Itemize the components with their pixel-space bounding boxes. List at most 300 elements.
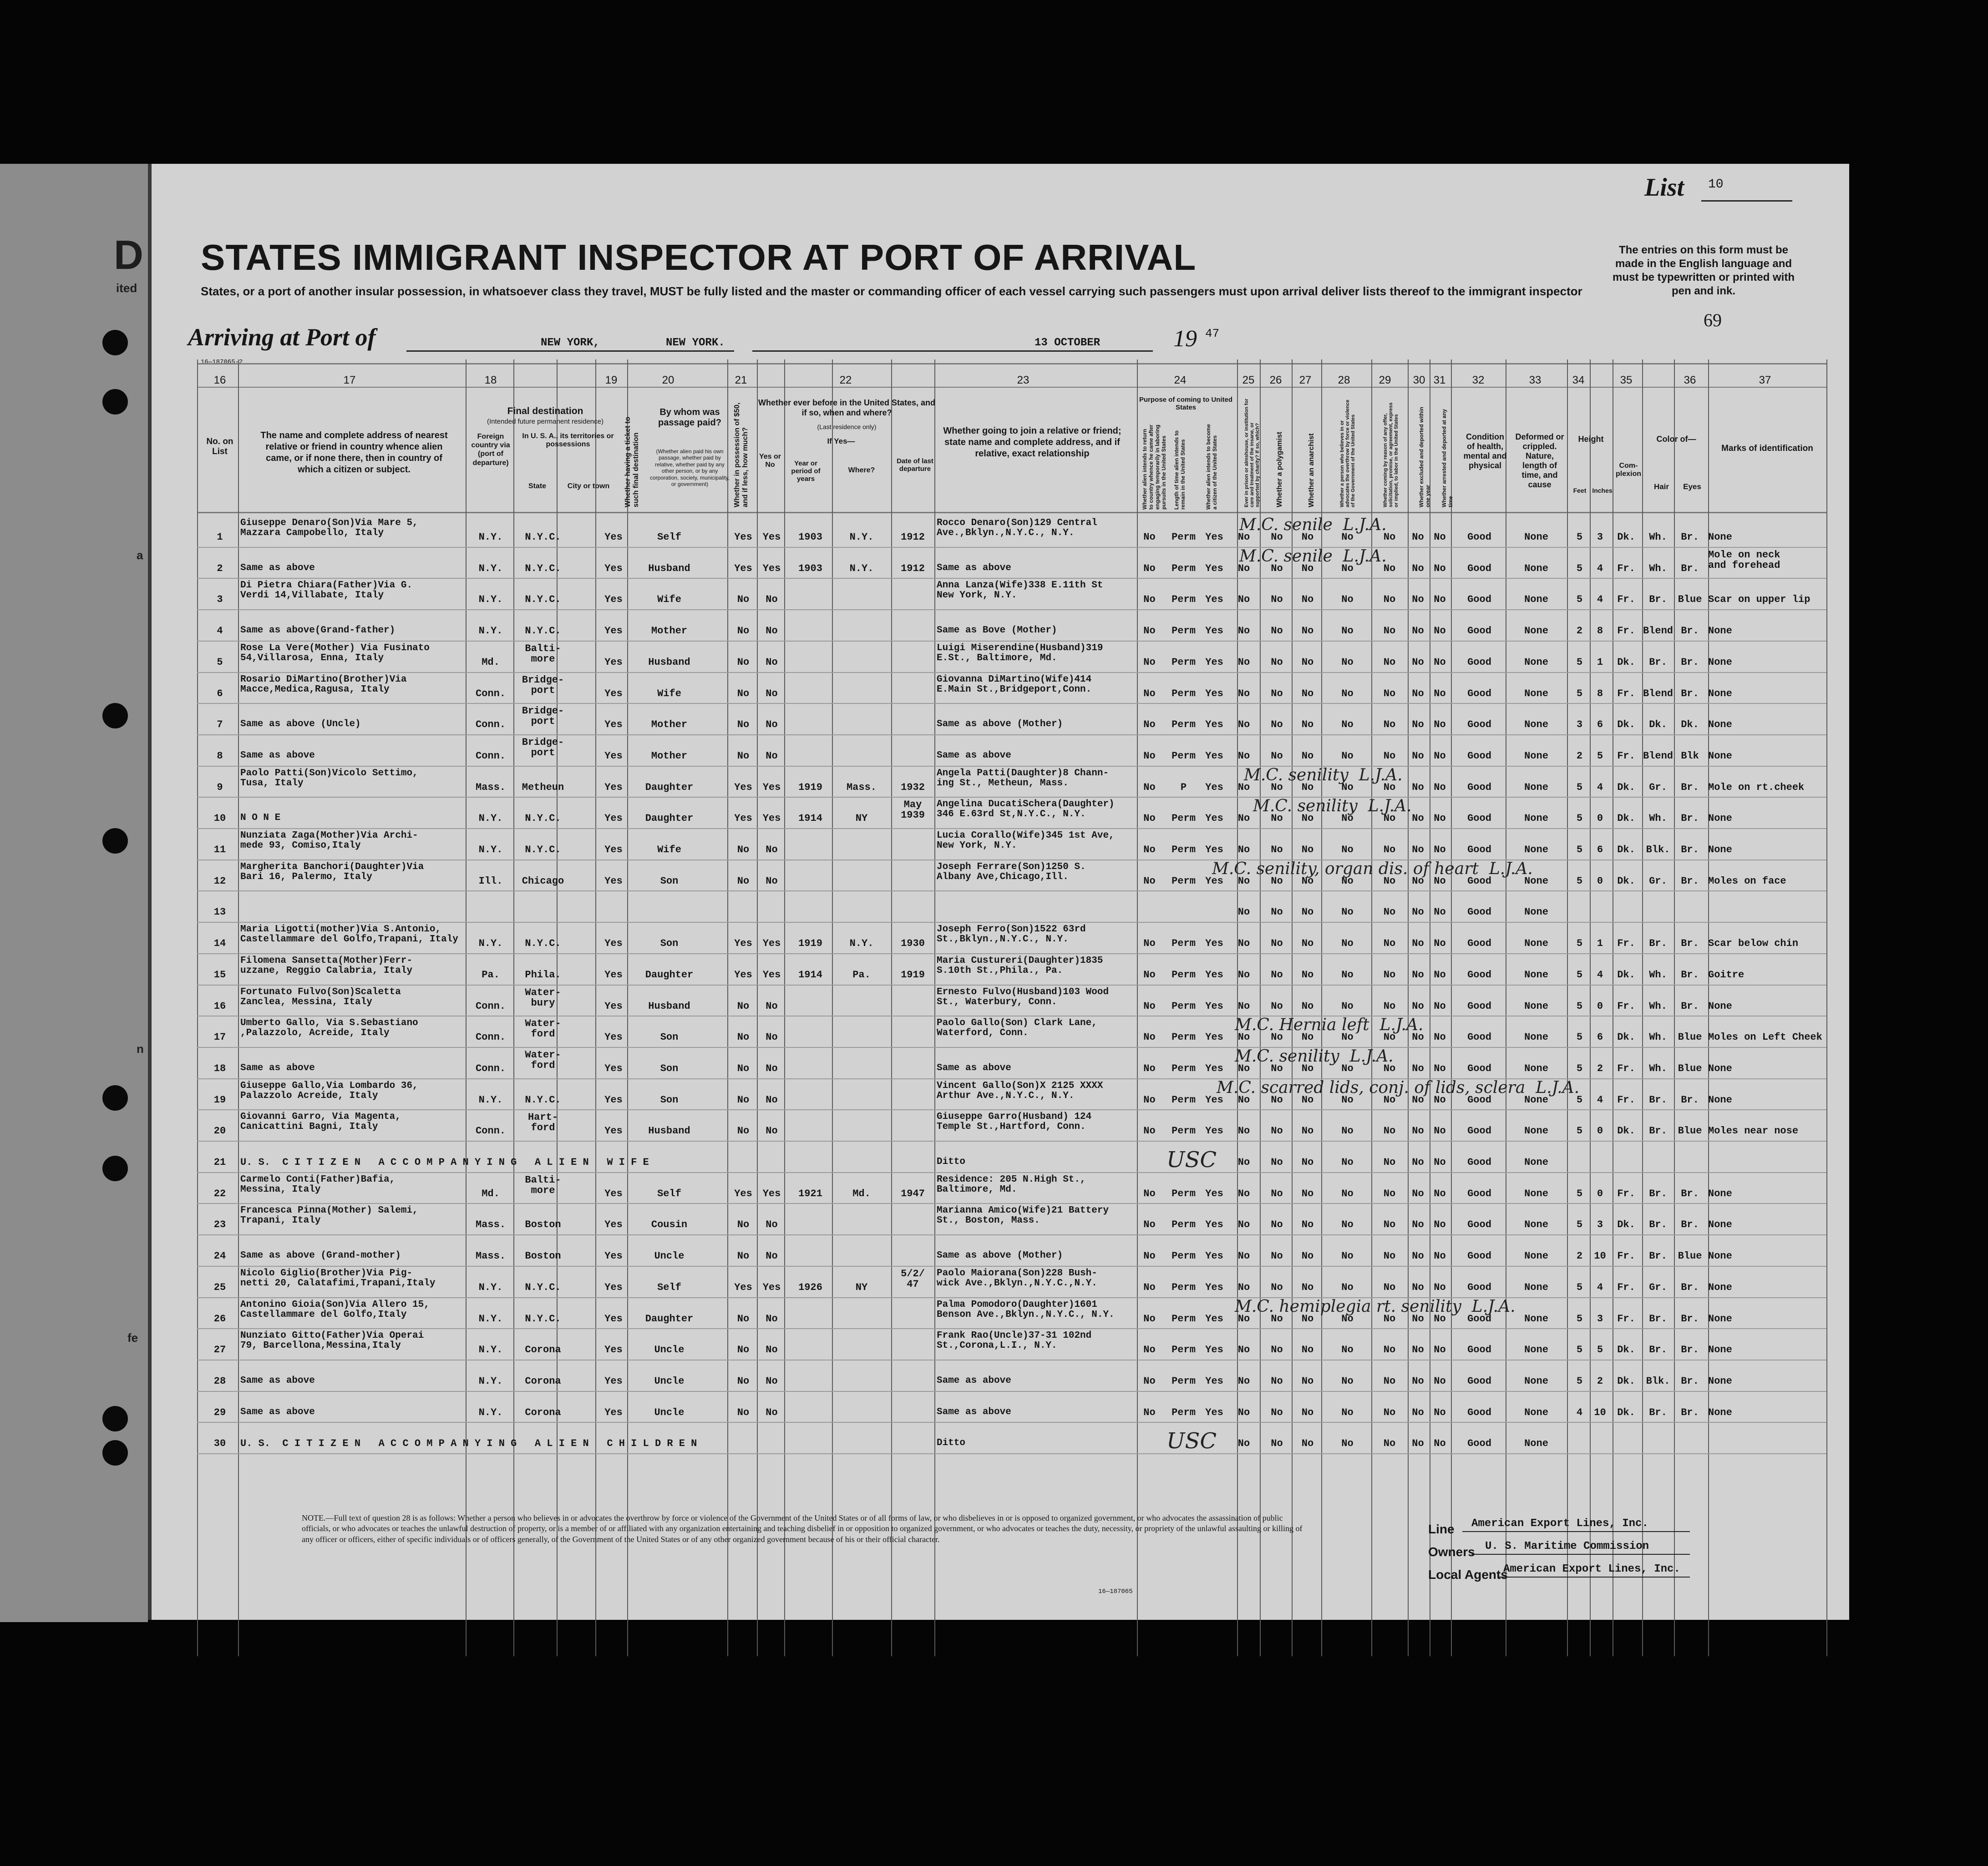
row-cell: Fr. [1617,562,1635,574]
row-cell: 1921 [798,1188,822,1199]
row-cell: No [1434,594,1446,606]
row-cell: Br. [1681,969,1699,981]
header-col26: Whether a polygamist [1276,431,1283,507]
row-cell: Wh. [1649,1000,1667,1012]
row-cell: No [1434,1125,1446,1137]
row-number: 5 [217,656,223,668]
handwritten-note: M.C. senile L.J.A. [1239,516,1387,534]
row-cell: No [1383,1344,1396,1356]
handwritten-note: M.C. senility, organ dis. of heart L.J.A. [1212,859,1533,878]
row-cell: Fr. [1617,594,1635,606]
row-cell: None [1708,750,1732,762]
row-cell: No [1237,1062,1250,1074]
row-cell: Good [1467,938,1491,950]
row-number: 19 [213,1094,226,1106]
row-cell: No [1143,1313,1156,1325]
column-number: 16 [213,374,226,386]
row-cell: Br. [1681,1406,1699,1418]
row-cell: No [1143,844,1156,855]
row-cell: Good [1467,1281,1491,1293]
row-cell: No [1143,1250,1156,1262]
row-cell: Good [1467,969,1491,981]
row-cell: No [1301,656,1314,668]
row-cell: Son [660,875,679,887]
row-cell: No [1301,1344,1314,1356]
header-col28: Whether a person who believes in or advocates the overthrow by force or violence of the Government of the United States [1339,399,1356,507]
row-cell: Br. [1681,844,1699,855]
row-cell: 5 [1576,1062,1583,1074]
row-cell: Good [1467,1344,1491,1356]
row-cell: No [1237,594,1250,606]
stub-text: a [137,548,143,562]
row-cell: 1912 [901,531,925,543]
row-number: 17 [213,1032,226,1043]
row-cell: No [1143,969,1156,981]
row-cell: Blk. [1646,1375,1670,1387]
row-cell: Yes [604,1313,623,1325]
row-cell: Yes [762,938,781,950]
row-cell: N.Y. [478,594,503,606]
row-cell: N.Y.C. [525,625,561,637]
row-cell: No [1412,1375,1424,1387]
row-cell: 4 [1597,594,1603,606]
header-col22-where: Where? [848,466,875,474]
row-cell: None [1524,1438,1548,1450]
row-cell: No [1301,1000,1314,1012]
row-cell: No [1301,594,1314,606]
row-cell: Br. [1649,594,1667,606]
row-cell: U. S. C I T I Z E N A C C O M P A N Y I N G A L I E N C H I L D R E N [240,1438,697,1450]
row-cell: Carmelo Conti(Father)Bafia, Messina, Italy [240,1174,396,1195]
row-cell: Yes [604,1032,623,1043]
row-cell: 5 [1597,750,1603,762]
row-cell: Br. [1649,1125,1667,1137]
row-cell: No [1341,1438,1354,1450]
row-cell: 5 [1576,1219,1583,1231]
column-number: 17 [343,374,356,386]
row-number: 13 [213,906,226,918]
row-cell: Good [1467,1313,1491,1325]
row-cell: Son [660,1094,679,1106]
row-cell: None [1524,781,1548,793]
row-cell: Son [660,1032,679,1043]
row-cell: No [1143,562,1156,574]
row-cell: 1914 [798,969,822,981]
row-cell: 1 [1597,938,1603,950]
row-cell: No [1412,562,1424,574]
header-col18-state: State [528,482,547,490]
row-cell: Perm [1172,750,1196,762]
row-cell: 1912 [901,562,925,574]
row-cell: Br. [1649,938,1667,950]
row-number: 26 [213,1313,226,1325]
row-cell: No [1237,875,1250,887]
row-cell: No [1237,1094,1250,1106]
row-cell: Son [660,938,679,950]
row-cell: No [1434,1406,1446,1418]
row-cell: Fr. [1617,1094,1635,1106]
row-cell: Same as above [240,750,315,761]
row-cell: Yes [1205,813,1223,824]
row-cell: Perm [1172,688,1196,699]
row-cell: Same as above [937,1062,1011,1073]
row-rule [197,1266,1826,1267]
row-cell: Fr. [1617,688,1635,699]
row-cell: No [1434,1062,1446,1074]
row-cell: Daughter [645,969,694,981]
row-cell: No [1434,688,1446,699]
owners-value: U. S. Maritime Commission [1485,1540,1649,1552]
owners-label: Owners [1428,1545,1475,1559]
row-cell: Good [1467,1375,1491,1387]
row-cell: No [737,1032,750,1043]
row-cell: Water- bury [525,986,561,1009]
row-cell: Lucia Corallo(Wife)345 1st Ave, New York, N.Y. [937,830,1115,851]
row-cell: Dk. [1617,875,1635,887]
row-cell: 5 [1576,844,1583,855]
row-cell: No [1301,688,1314,699]
row-cell: Perm [1172,594,1196,606]
row-cell: Same as above [937,1375,1011,1386]
row-cell: Rose La Vere(Mother) Via Fusinato 54,Villarosa, Enna, Italy [240,642,430,663]
row-cell: No [737,656,750,668]
row-cell: Perm [1172,1062,1196,1074]
row-cell: Yes [604,813,623,824]
header-col24: Purpose of coming to United States [1139,396,1232,411]
column-rule [757,359,758,1656]
row-cell: No [766,1250,778,1262]
row-cell: 1903 [798,531,822,543]
header-col18-city: City or town [567,482,610,490]
row-cell: Yes [604,1125,623,1137]
row-cell: Yes [1205,750,1223,762]
row-cell: No [737,1406,750,1418]
row-cell: None [1524,1157,1548,1168]
row-cell: No [766,625,778,637]
row-cell: N.Y.C. [525,938,561,950]
row-cell: Blk [1681,750,1699,762]
arrival-year-suffix: 47 [1205,327,1220,340]
row-cell: Br. [1649,1219,1667,1231]
row-cell: No [737,875,750,887]
row-cell: Rocco Denaro(Son)129 Central Ave.,Bklyn.,N.Y.C., N.Y. [937,518,1097,539]
row-cell: No [766,656,778,668]
row-cell: Mother [651,625,688,637]
row-cell: No [1383,1125,1396,1137]
row-cell: Conn. [475,1000,506,1012]
row-cell: Maria Ligotti(mother)Via S.Antonio, Castellammare del Golfo,Trapani, Italy [240,924,458,945]
row-cell: Yes [762,781,781,793]
row-cell: None [1524,1032,1548,1043]
row-cell: Wife [657,844,681,855]
row-cell: No [1412,906,1424,918]
row-cell: No [1434,625,1446,637]
header-col22-year: Year or period of years [791,460,821,483]
row-cell: No [1271,1032,1283,1043]
row-cell: No [737,1344,750,1356]
row-cell: Dk. [1681,719,1699,731]
row-cell: Dk. [1617,1032,1635,1043]
row-cell: None [1708,531,1732,543]
row-number: 27 [213,1344,226,1356]
row-rule [197,1234,1826,1235]
row-cell: Perm [1172,1281,1196,1293]
header-col20: By whom was passage paid? [658,407,721,428]
row-cell: Br. [1649,1188,1667,1199]
row-cell: 5 [1576,875,1583,887]
row-cell: No [1412,531,1424,543]
row-cell: No [1383,594,1396,606]
row-cell: None [1524,1094,1548,1106]
row-number: 1 [217,531,223,543]
row-cell: Perm [1172,531,1196,543]
row-cell: Dk. [1617,1375,1635,1387]
row-cell: No [1383,562,1396,574]
row-cell: No [766,875,778,887]
row-cell: No [1143,1344,1156,1356]
row-cell: Pa. [482,969,500,981]
row-cell: Moles near nose [1708,1125,1799,1137]
column-number: 23 [1017,374,1030,386]
row-number: 12 [213,875,226,887]
handwritten-note: M.C. senility L.J.A. [1253,797,1412,816]
row-cell: No [1412,1281,1424,1293]
row-cell: No [1383,813,1396,824]
row-cell: None [1524,1000,1548,1012]
row-cell: No [1237,813,1250,824]
row-cell: Dk. [1617,1219,1635,1231]
row-cell: Br. [1681,1219,1699,1231]
column-rule [934,359,935,1656]
row-cell: None [1708,688,1732,699]
row-cell: Same as above [240,1375,315,1386]
row-cell: Fr. [1617,750,1635,762]
row-cell: Fr. [1617,1250,1635,1262]
row-cell: Perm [1172,875,1196,887]
row-cell: Yes [734,562,752,574]
row-cell: No [766,688,778,699]
row-cell: No [1341,1281,1354,1293]
row-cell: Yes [1205,1219,1223,1231]
row-cell: No [737,1094,750,1106]
row-cell: Perm [1172,1219,1196,1231]
row-cell: Perm [1172,1000,1196,1012]
row-cell: No [1143,781,1156,793]
row-cell: Yes [1205,531,1223,543]
row-cell: U. S. C I T I Z E N A C C O M P A N Y I N G A L I E N W I F E [240,1157,649,1168]
row-cell: Self [657,1188,681,1199]
row-cell: No [1383,906,1396,918]
row-cell: Same as above(Grand-father) [240,625,396,636]
row-rule [197,797,1826,798]
row-cell: No [1271,1438,1283,1450]
row-cell: May 1939 [901,799,925,821]
row-cell: Good [1467,750,1491,762]
row-cell: Yes [604,656,623,668]
row-cell: None [1708,656,1732,668]
row-cell: No [1237,1438,1250,1450]
row-cell: Yes [734,1281,752,1293]
row-cell: No [1143,938,1156,950]
header-col23: Whether going to join a relative or friend; state name and complete address, and if relative, exact relationship [943,426,1121,459]
row-cell: Antonino Gioia(Son)Via Allero 15, Castellammare del Golfo,Italy [240,1299,430,1320]
row-cell: No [1237,1219,1250,1231]
row-cell: 1919 [901,969,925,981]
row-cell: No [1412,719,1424,731]
row-cell: No [1143,531,1156,543]
column-number: 27 [1299,374,1312,386]
row-cell: N.Y. [478,1344,503,1356]
row-cell: 5 [1576,1188,1583,1199]
row-cell: No [1412,1219,1424,1231]
row-cell: Daughter [645,781,694,793]
row-cell: No [1341,625,1354,637]
row-cell: Br. [1649,1344,1667,1356]
row-number: 14 [213,938,226,950]
row-cell: None [1708,625,1732,637]
row-cell: No [1237,688,1250,699]
header-col34-feet: Feet [1573,487,1587,494]
owners-underline [1471,1554,1690,1555]
row-cell: Uncle [654,1406,685,1418]
row-cell: No [1412,688,1424,699]
row-cell: Yes [604,750,623,762]
row-cell: Blend [1643,688,1673,699]
row-cell: 3 [1597,1219,1603,1231]
row-cell: Perm [1172,562,1196,574]
row-rule [197,953,1826,954]
row-cell: Good [1467,688,1491,699]
punch-hole [102,1085,128,1111]
row-cell: Chicago [522,875,564,887]
header-col31: Whether arrested and deported at any time [1441,409,1454,507]
row-cell: P [1180,781,1187,793]
row-cell: No [1271,562,1283,574]
row-cell: No [1237,1250,1250,1262]
row-cell: Son [660,1062,679,1074]
row-cell: Yes [604,969,623,981]
row-cell: NY [855,813,868,824]
row-cell: Blend [1643,625,1673,637]
row-cell: Yes [604,1219,623,1231]
row-cell: 0 [1597,1000,1603,1012]
column-number: 18 [484,374,497,386]
header-col20-sub: (Whether alien paid his own passage, whether paid by relative, whether paid by any other person, or by any corporation, society, municipality, or government) [650,448,730,487]
row-cell: N.Y. [478,531,503,543]
row-cell: No [1341,531,1354,543]
agents-value: American Export Lines, Inc. [1503,1563,1680,1575]
header-col34-inches: Inches [1592,487,1613,494]
row-cell: No [1301,969,1314,981]
row-cell: None [1524,875,1548,887]
row-cell: 0 [1597,1125,1603,1137]
row-cell: No [1383,1375,1396,1387]
row-cell: No [1237,1000,1250,1012]
row-cell: None [1708,1000,1732,1012]
row-cell: Yes [604,562,623,574]
agents-underline [1499,1577,1690,1578]
row-cell: Dk. [1617,1344,1635,1356]
row-cell: No [766,1219,778,1231]
row-cell: Mass. [475,1250,506,1262]
row-cell: No [1434,1344,1446,1356]
arriving-label: Arriving at Port of [188,324,376,351]
row-cell: Good [1467,656,1491,668]
row-cell: No [1271,1281,1283,1293]
row-cell: N.Y. [478,1375,503,1387]
row-cell: Goitre [1708,969,1745,981]
handwritten-note: M.C. Hernia left L.J.A. [1235,1016,1424,1035]
row-cell: No [1301,1375,1314,1387]
row-cell: Giovanna DiMartino(Wife)414 E.Main St.,Bridgeport,Conn. [937,674,1092,695]
row-cell: No [1271,813,1283,824]
row-cell: No [1434,1313,1446,1325]
row-cell: None [1524,1344,1548,1356]
row-cell: 4 [1597,969,1603,981]
row-cell: None [1524,1062,1548,1074]
column-number: 24 [1174,374,1187,386]
row-cell: Good [1467,1188,1491,1199]
row-cell: Yes [734,813,752,824]
row-cell: Angelina DucatiSchera(Daughter) 346 E.63rd St,N.Y.C., N.Y. [937,799,1115,820]
row-cell: Boston [525,1219,561,1231]
row-rule [197,985,1826,986]
row-cell: None [1524,562,1548,574]
row-cell: Wh. [1649,813,1667,824]
row-cell: No [1237,625,1250,637]
row-cell: Yes [1205,1188,1223,1199]
row-cell: No [1271,969,1283,981]
row-cell: Dk. [1617,1125,1635,1137]
row-cell: No [1271,1000,1283,1012]
row-rule [197,1109,1826,1110]
row-cell: No [1383,969,1396,981]
column-number: 20 [662,374,674,386]
row-cell: No [1341,688,1354,699]
row-cell: No [1301,1188,1314,1199]
row-rule [197,1203,1826,1204]
header-col37: Marks of identification [1721,444,1813,453]
row-cell: N.Y.C. [525,562,561,574]
row-cell: No [1341,1094,1354,1106]
row-cell: Good [1467,875,1491,887]
row-cell: No [1301,1406,1314,1418]
row-cell: No [1237,1375,1250,1387]
row-cell: N.Y.C. [525,531,561,543]
row-cell: Balti- more [525,642,561,665]
date-line [752,350,1153,352]
row-cell: Md. [482,1188,500,1199]
row-cell: Br. [1681,1094,1699,1106]
row-cell: Same as above [240,562,315,573]
row-cell: No [1271,1344,1283,1356]
row-cell: Corona [525,1375,561,1387]
row-cell: Paolo Gallo(Son) Clark Lane, Waterford, Conn. [937,1018,1097,1039]
row-cell: No [1383,625,1396,637]
column-number: 31 [1433,374,1446,386]
row-cell: Perm [1172,1344,1196,1356]
row-cell: No [1237,781,1250,793]
row-cell: No [1271,1188,1283,1199]
row-cell: N O N E [240,813,281,824]
row-cell: No [1383,1250,1396,1262]
row-cell: 2 [1576,625,1583,637]
column-rule [238,359,239,1656]
row-cell: No [737,1062,750,1074]
row-cell: None [1524,594,1548,606]
row-cell: Yes [604,781,623,793]
row-cell: No [1383,1219,1396,1231]
